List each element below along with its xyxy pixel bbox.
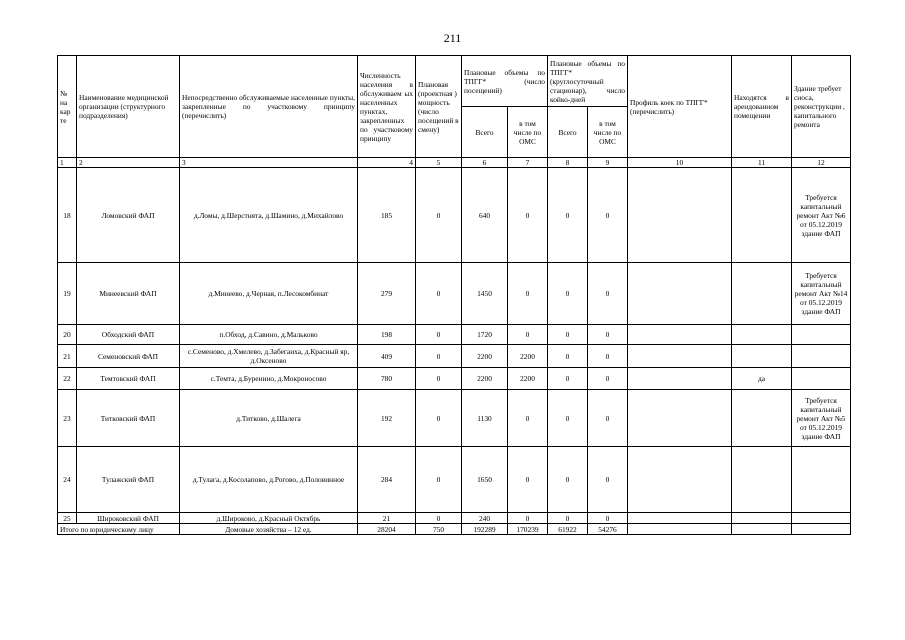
beds-oms: 0	[588, 390, 628, 447]
repair-note	[792, 345, 851, 368]
repair-note	[792, 325, 851, 345]
total-visits-total: 192289	[462, 524, 508, 535]
header-repair: Здание требует сноса, реконструкции , капитального ремонта	[792, 56, 851, 158]
facility-name: Обходский ФАП	[77, 325, 180, 345]
beds-oms: 0	[588, 447, 628, 513]
row-number: 20	[58, 325, 77, 345]
total-beds-total: 61922	[548, 524, 588, 535]
visits-total: 2200	[462, 345, 508, 368]
header-beds-profile: Профиль коек по ТПГГ* (перечислить)	[628, 56, 732, 158]
beds-profile	[628, 368, 732, 390]
rented-flag: да	[732, 368, 792, 390]
beds-oms: 0	[588, 325, 628, 345]
col-number: 12	[792, 158, 851, 168]
capacity: 0	[416, 168, 462, 263]
row-number: 25	[58, 513, 77, 524]
beds-total: 0	[548, 263, 588, 325]
served-settlements: п.Обход, д.Савино, д.Мальково	[180, 325, 358, 345]
table-row	[58, 168, 851, 263]
visits-oms: 2200	[508, 368, 548, 390]
table-row	[58, 513, 851, 524]
col-number: 3	[180, 158, 358, 168]
visits-total: 240	[462, 513, 508, 524]
rented-flag	[732, 447, 792, 513]
beds-oms: 0	[588, 513, 628, 524]
col-number: 7	[508, 158, 548, 168]
col-number: 2	[77, 158, 180, 168]
total-row	[58, 524, 851, 535]
total-beds-oms: 54276	[588, 524, 628, 535]
visits-total: 1130	[462, 390, 508, 447]
served-settlements: д.Минеево, д.Черная, п.Лесокомбинат	[180, 263, 358, 325]
row-number: 22	[58, 368, 77, 390]
header-tpgg-beds: Плановые объемы по ТПГГ* (круглосуточный стационар), число койко-дней	[548, 56, 628, 107]
row-number: 21	[58, 345, 77, 368]
total-visits-oms: 170239	[508, 524, 548, 535]
total-repair	[792, 524, 851, 535]
served-settlements: д.Тулага, д.Косолапово, д.Рогово, д.Половинное	[180, 447, 358, 513]
col-number: 6	[462, 158, 508, 168]
beds-oms: 0	[588, 263, 628, 325]
table-row	[58, 325, 851, 345]
col-number: 9	[588, 158, 628, 168]
total-label: Итого по юридическому лицу	[58, 524, 180, 535]
capacity: 0	[416, 368, 462, 390]
visits-oms: 0	[508, 513, 548, 524]
header-beds-total: Всего	[548, 107, 588, 158]
facilities-table	[57, 55, 851, 535]
rented-flag	[732, 168, 792, 263]
beds-total: 0	[548, 513, 588, 524]
row-number: 18	[58, 168, 77, 263]
beds-profile	[628, 513, 732, 524]
served-settlements: с.Семеново, д.Хмелево, д.Забегаиха, д.Красный яр, д.Оксеново	[180, 345, 358, 368]
visits-total: 1720	[462, 325, 508, 345]
header-visits-oms: в том числе по ОМС	[508, 107, 548, 158]
served-settlements: д.Ломы, д.Шерстнята, д.Шамино, д.Михайлово	[180, 168, 358, 263]
repair-note	[792, 513, 851, 524]
repair-note	[792, 447, 851, 513]
header-num: № на кар те	[58, 56, 77, 158]
population: 780	[358, 368, 416, 390]
repair-note: Требуется капитальный ремонт Акт №5 от 05.12.2019 здание ФАП	[792, 390, 851, 447]
header-visits-total: Всего	[462, 107, 508, 158]
capacity: 0	[416, 447, 462, 513]
header-rented: Находятся в арендованном помещении	[732, 56, 792, 158]
population: 192	[358, 390, 416, 447]
capacity: 0	[416, 325, 462, 345]
visits-oms: 0	[508, 325, 548, 345]
facility-name: Широковский ФАП	[77, 513, 180, 524]
facility-name: Минеевский ФАП	[77, 263, 180, 325]
table-row	[58, 345, 851, 368]
col-number: 8	[548, 158, 588, 168]
header-served: Непосредственно обслуживаемые населенные пункты, закрепленные по участковому принципу (перечислить)	[180, 56, 358, 158]
table-row	[58, 447, 851, 513]
population: 185	[358, 168, 416, 263]
total-rented	[732, 524, 792, 535]
total-population: 28204	[358, 524, 416, 535]
total-capacity: 750	[416, 524, 462, 535]
col-number: 1	[58, 158, 77, 168]
beds-oms: 0	[588, 168, 628, 263]
population: 409	[358, 345, 416, 368]
col-number: 5	[416, 158, 462, 168]
beds-total: 0	[548, 368, 588, 390]
page-number: 211	[443, 31, 462, 45]
rented-flag	[732, 263, 792, 325]
header-beds-oms: в том числе по ОМС	[588, 107, 628, 158]
col-number: 10	[628, 158, 732, 168]
column-numbers-row	[58, 158, 851, 168]
beds-profile	[628, 168, 732, 263]
repair-note: Требуется капитальный ремонт Акт №14 от 05.12.2019 здание ФАП	[792, 263, 851, 325]
visits-total: 2200	[462, 368, 508, 390]
beds-profile	[628, 447, 732, 513]
served-settlements: д.Широково, д.Красный Октябрь	[180, 513, 358, 524]
beds-profile	[628, 263, 732, 325]
col-number: 11	[732, 158, 792, 168]
facility-name: Ломовский ФАП	[77, 168, 180, 263]
rented-flag	[732, 325, 792, 345]
capacity: 0	[416, 263, 462, 325]
col-number: 4	[358, 158, 416, 168]
served-settlements: с.Темта, д.Буренино, д.Мокроносово	[180, 368, 358, 390]
total-profile	[628, 524, 732, 535]
beds-profile	[628, 325, 732, 345]
capacity: 0	[416, 513, 462, 524]
table-footer	[58, 524, 851, 535]
table-row	[58, 368, 851, 390]
population: 21	[358, 513, 416, 524]
visits-oms: 0	[508, 390, 548, 447]
visits-oms: 0	[508, 168, 548, 263]
row-number: 19	[58, 263, 77, 325]
beds-profile	[628, 390, 732, 447]
visits-total: 640	[462, 168, 508, 263]
beds-profile	[628, 345, 732, 368]
beds-total: 0	[548, 325, 588, 345]
table-header	[58, 56, 851, 168]
capacity: 0	[416, 390, 462, 447]
rented-flag	[732, 345, 792, 368]
rented-flag	[732, 513, 792, 524]
row-number: 23	[58, 390, 77, 447]
row-number: 24	[58, 447, 77, 513]
header-org: Наименование медицинской организации (структурного подразделения)	[77, 56, 180, 158]
visits-oms: 2200	[508, 345, 548, 368]
beds-total: 0	[548, 390, 588, 447]
visits-oms: 0	[508, 447, 548, 513]
visits-total: 1450	[462, 263, 508, 325]
beds-oms: 0	[588, 368, 628, 390]
facility-name: Темтовский ФАП	[77, 368, 180, 390]
beds-total: 0	[548, 447, 588, 513]
rented-flag	[732, 390, 792, 447]
visits-oms: 0	[508, 263, 548, 325]
header-tpgg-visits: Плановые объемы по ТПГГ* (число посещений)	[462, 56, 548, 107]
capacity: 0	[416, 345, 462, 368]
facility-name: Титковский ФАП	[77, 390, 180, 447]
beds-oms: 0	[588, 345, 628, 368]
repair-note: Требуется капитальный ремонт Акт №6 от 05.12.2019 здание ФАП	[792, 168, 851, 263]
total-served: Домовые хозяйства – 12 ед.	[180, 524, 358, 535]
facility-name: Тулажский ФАП	[77, 447, 180, 513]
table-row	[58, 390, 851, 447]
repair-note	[792, 368, 851, 390]
facility-name: Семеновский ФАП	[77, 345, 180, 368]
visits-total: 1650	[462, 447, 508, 513]
header-capacity: Плановая (проектная ) мощность (число посещений в смену)	[416, 56, 462, 158]
population: 284	[358, 447, 416, 513]
table-row	[58, 263, 851, 325]
beds-total: 0	[548, 168, 588, 263]
population: 279	[358, 263, 416, 325]
header-population: Численность населения в обслуживаем ых населенных пунктах, закрепленных по участковому принципу	[358, 56, 416, 158]
population: 198	[358, 325, 416, 345]
served-settlements: д.Титково, д.Шалега	[180, 390, 358, 447]
beds-total: 0	[548, 345, 588, 368]
table-body	[58, 168, 851, 524]
